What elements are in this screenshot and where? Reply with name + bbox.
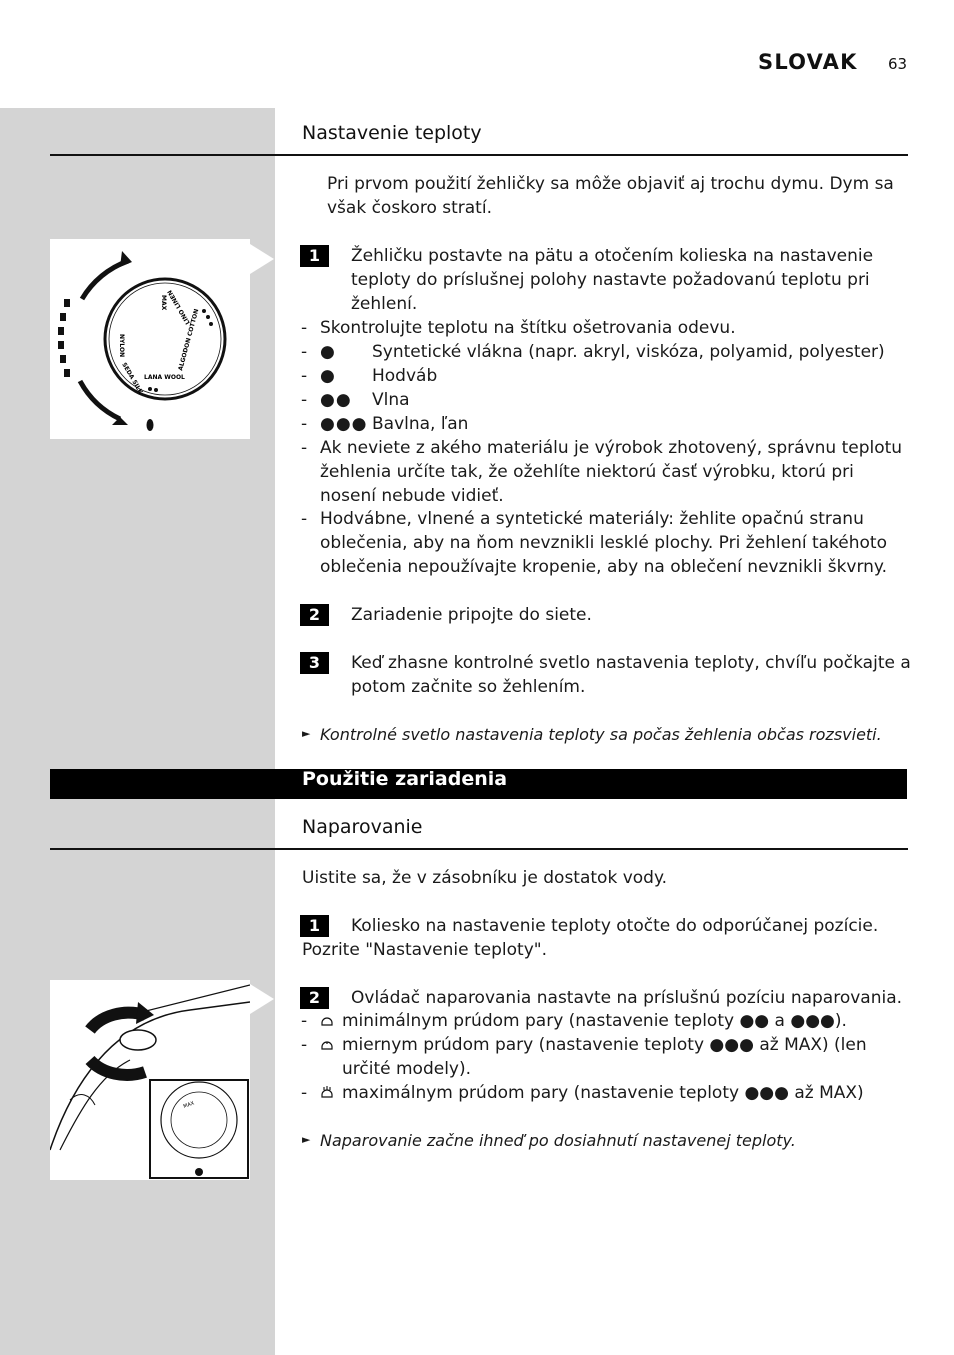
dial-label-silk: SEDA SILK bbox=[120, 361, 144, 396]
step-badge: 3 bbox=[300, 652, 329, 674]
list-item: Hodvábne, vlnené a syntetické materiály: žehlite opačnú stranu oblečenia, aby na ňom nevznikli lesklé plochy. Pri žehlení takéhoto oblečenia nepoužívajte kropenie, aby na oblečení nevznikli škvrny. bbox=[320, 509, 888, 577]
list-item: maximálnym prúdom pary (nastavenie teploty ●●● až MAX) bbox=[342, 1083, 864, 1103]
list-item: miernym prúdom pary (nastavenie teploty ●●● až MAX) (len určité modely). bbox=[342, 1035, 867, 1079]
intro-text: Uistite sa, že v zásobníku je dostatok vody. bbox=[302, 868, 667, 888]
list-item: Hodváb bbox=[372, 366, 438, 386]
temperature-dots: ● bbox=[320, 342, 336, 362]
list-item: Skontrolujte teplotu na štítku ošetrovania odevu. bbox=[320, 318, 736, 338]
step-text: Ovládač naparovania nastavte na príslušnú pozíciu naparovania. bbox=[351, 988, 903, 1008]
section-title-steam: Naparovanie bbox=[302, 816, 423, 838]
steam-max-icon bbox=[320, 1084, 334, 1103]
step-badge: 2 bbox=[300, 604, 329, 626]
note-triangle-icon: ► bbox=[302, 727, 311, 740]
list-item: Vlna bbox=[372, 390, 410, 410]
iron-svg bbox=[50, 980, 250, 1180]
section-rule bbox=[50, 848, 908, 850]
step-badge: 1 bbox=[300, 915, 329, 937]
temperature-dots: ●●● bbox=[320, 414, 368, 434]
steam-control-illustration bbox=[50, 980, 250, 1180]
dial-label-max: MAX bbox=[160, 295, 167, 311]
section-title-usage: Použitie zariadenia bbox=[302, 768, 508, 790]
temperature-dots: ●● bbox=[320, 390, 352, 410]
section-title-temperature: Nastavenie teploty bbox=[302, 122, 482, 144]
language-header: SLOVAK bbox=[758, 50, 858, 74]
dial-svg bbox=[50, 239, 250, 439]
steam-mid-icon bbox=[320, 1037, 334, 1056]
section-rule bbox=[50, 154, 908, 156]
step-text: Žehličku postavte na pätu a otočením kolieska na nastavenie teploty do príslušnej polohy nastavte požadovanú teplotu pri žehlení. bbox=[351, 246, 874, 314]
dial-label-wool: LANA WOOL bbox=[144, 374, 185, 381]
intro-text: Pri prvom použití žehličky sa môže objaviť aj trochu dymu. Dym sa však čoskoro stratí. bbox=[327, 174, 894, 218]
illustration-pointer bbox=[250, 244, 274, 274]
step-text: Zariadenie pripojte do siete. bbox=[351, 605, 592, 625]
illustration-pointer bbox=[250, 984, 274, 1014]
note-triangle-icon: ► bbox=[302, 1133, 311, 1146]
note-text: Naparovanie začne ihneď po dosiahnutí nastavenej teploty. bbox=[320, 1131, 796, 1150]
list-item: minimálnym prúdom pary (nastavenie teploty ●● a ●●●). bbox=[342, 1011, 847, 1031]
list-item: Syntetické vlákna (napr. akryl, viskóza, polyamid, polyester) bbox=[372, 342, 885, 362]
step-text: Keď zhasne kontrolné svetlo nastavenia teploty, chvíľu počkajte a potom začnite so žehlením. bbox=[351, 653, 911, 697]
step-badge: 2 bbox=[300, 987, 329, 1009]
list-item: Ak neviete z akého materiálu je výrobok zhotovený, správnu teplotu žehlenia určíte tak, že ožehlíte niektorú časť výrobku, ktorú pri nosení nebude vidieť. bbox=[320, 438, 903, 506]
temperature-dots: ● bbox=[320, 366, 336, 386]
dial-label-linen: LINO LINEN bbox=[166, 288, 192, 326]
list-item: Bavlna, ľan bbox=[372, 414, 469, 434]
dial-label-nylon: NYLON bbox=[118, 334, 125, 358]
note-text: Kontrolné svetlo nastavenia teploty sa počas žehlenia občas rozsvieti. bbox=[320, 725, 882, 744]
step-text: Koliesko na nastavenie teploty otočte do odporúčanej pozície. bbox=[351, 916, 879, 936]
temperature-dial-illustration bbox=[50, 239, 250, 439]
steam-min-icon bbox=[320, 1013, 334, 1032]
dial-label-max: MAX bbox=[182, 1100, 196, 1110]
page-number: 63 bbox=[888, 55, 908, 73]
step-reference: Pozrite "Nastavenie teploty". bbox=[302, 940, 547, 960]
dial-label-cotton: ALGODON COTTON bbox=[177, 308, 201, 372]
step-badge: 1 bbox=[300, 245, 329, 267]
